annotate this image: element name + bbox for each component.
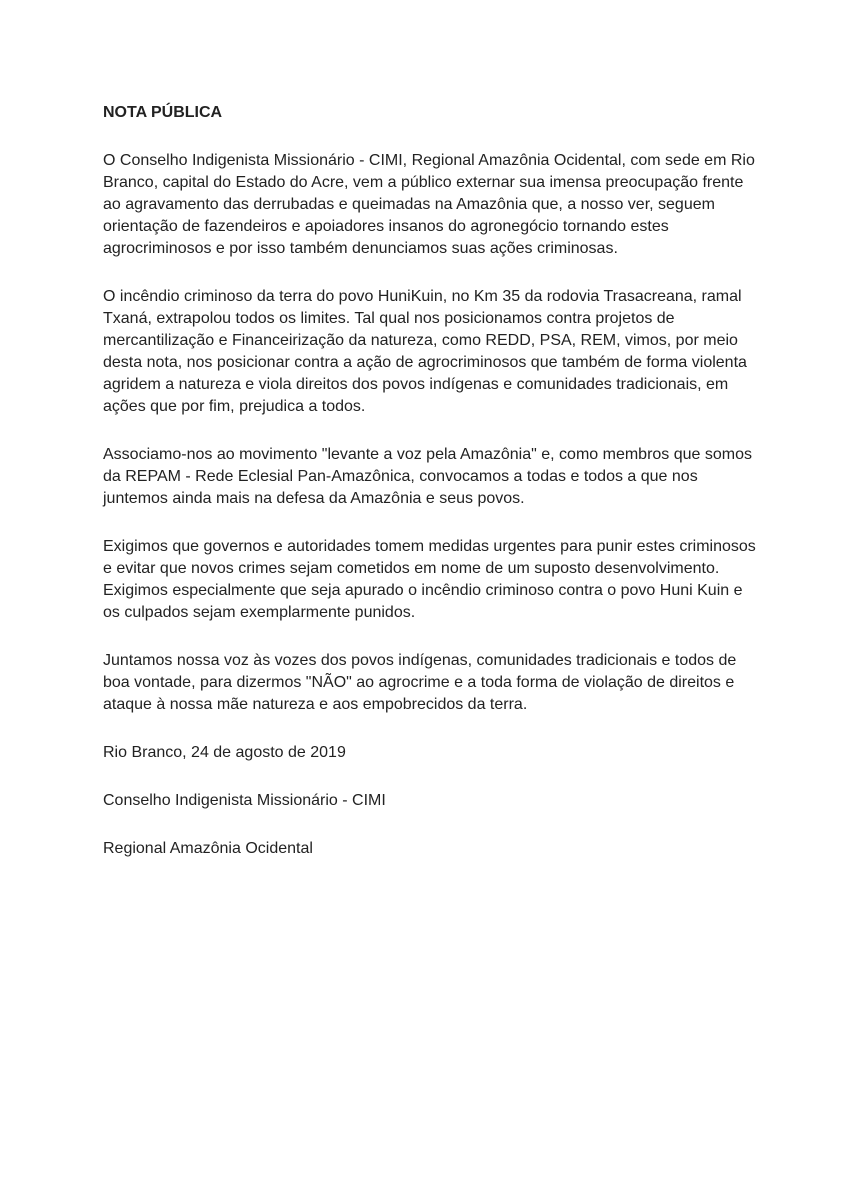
paragraph-line: orientação de fazendeiros e apoiadores insanos do agronegócio tornando estes — [103, 218, 669, 235]
signature-organization: Conselho Indigenista Missionário - CIMI — [103, 792, 386, 809]
paragraph-2 — [103, 286, 753, 418]
paragraph-1 — [103, 150, 753, 260]
paragraph-line: os culpados sejam exemplarmente punidos. — [103, 604, 416, 621]
paragraph-line: Exigimos especialmente que seja apurado o incêndio criminoso contra o povo Huni Kuin e — [103, 582, 743, 599]
paragraph-line: Txaná, extrapolou todos os limites. Tal qual nos posicionamos contra projetos de — [103, 310, 675, 327]
document-title: NOTA PÚBLICA — [103, 104, 223, 121]
paragraph-line: Associamo-nos ao movimento "levante a voz pela Amazônia" e, como membros que somos — [103, 446, 752, 463]
document-page — [103, 102, 756, 886]
paragraph-line: desta nota, nos posicionar contra a ação de agrocriminosos que também de forma violenta — [103, 354, 747, 371]
paragraph-line: agridem a natureza e viola direitos dos povos indígenas e comunidades tradicionais, em — [103, 376, 729, 393]
paragraph-line: Exigimos que governos e autoridades tomem medidas urgentes para punir estes criminosos — [103, 538, 756, 555]
paragraph-line: Juntamos nossa voz às vozes dos povos indígenas, comunidades tradicionais e todos de — [103, 652, 737, 669]
signature-regional: Regional Amazônia Ocidental — [103, 840, 313, 857]
paragraph-5 — [103, 650, 753, 716]
paragraph-line: da REPAM - Rede Eclesial Pan-Amazônica, convocamos a todas e todos a que nos — [103, 468, 698, 485]
paragraph-line: juntemos ainda mais na defesa da Amazônia e seus povos. — [103, 490, 525, 507]
paragraph-line: boa vontade, para dizermos "NÃO" ao agrocrime e a toda forma de violação de direitos e — [103, 674, 735, 691]
paragraph-line: ações que por fim, prejudica a todos. — [103, 398, 366, 415]
paragraph-line: mercantilização e Financeirização da natureza, como REDD, PSA, REM, vimos, por meio — [103, 332, 738, 349]
place-date: Rio Branco, 24 de agosto de 2019 — [103, 744, 346, 761]
paragraph-line: ataque à nossa mãe natureza e aos empobrecidos da terra. — [103, 696, 528, 713]
paragraph-line: e evitar que novos crimes sejam cometidos em nome de um suposto desenvolvimento. — [103, 560, 720, 577]
paragraph-line: ao agravamento das derrubadas e queimadas na Amazônia que, a nosso ver, seguem — [103, 196, 715, 213]
paragraph-line: Branco, capital do Estado do Acre, vem a público externar sua imensa preocupação frente — [103, 174, 744, 191]
paragraph-line: O incêndio criminoso da terra do povo HuniKuin, no Km 35 da rodovia Trasacreana, ramal — [103, 288, 742, 305]
paragraph-3 — [103, 444, 753, 510]
paragraph-line: agrocriminosos e por isso também denunciamos suas ações criminosas. — [103, 240, 618, 257]
paragraph-line: O Conselho Indigenista Missionário - CIMI, Regional Amazônia Ocidental, com sede em Rio — [103, 152, 755, 169]
paragraph-4 — [103, 536, 756, 624]
